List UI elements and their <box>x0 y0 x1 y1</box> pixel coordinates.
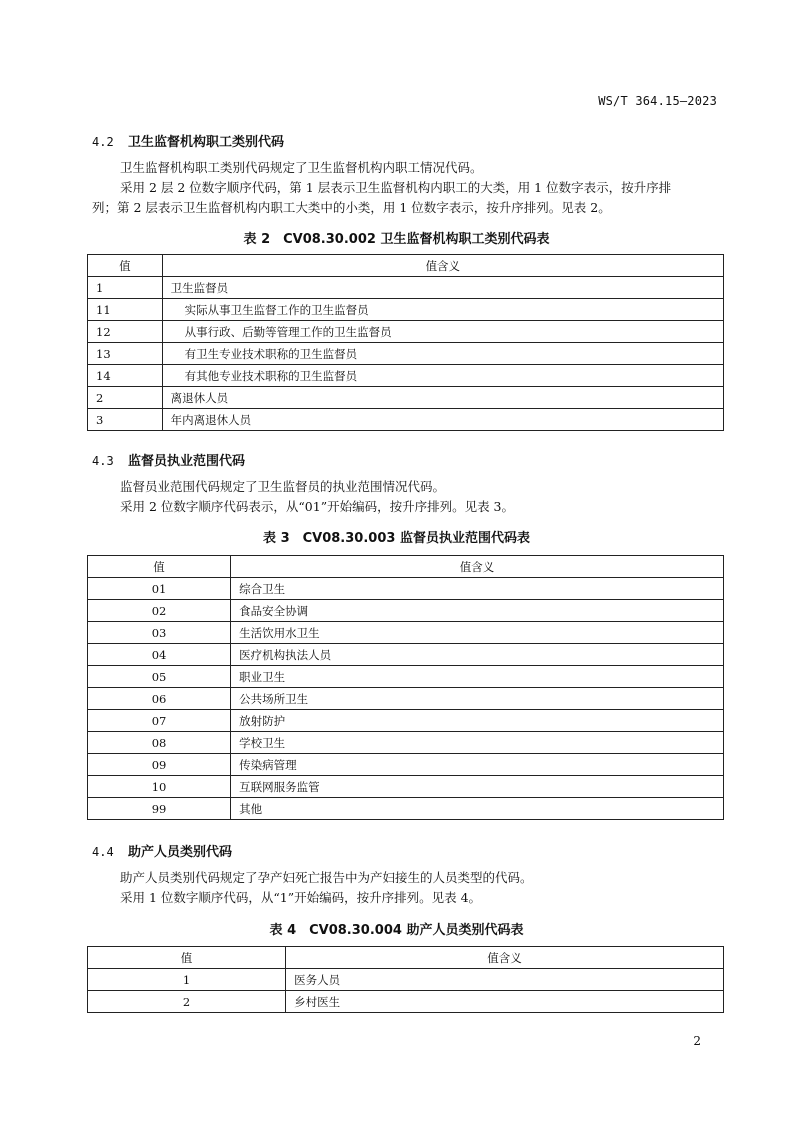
meaning-cell: 年内离退休人员 <box>162 409 723 431</box>
table-row <box>88 600 724 622</box>
code-cell: 2 <box>88 387 163 409</box>
paragraph: 卫生监督机构职工类别代码规定了卫生监督机构内职工情况代码。 <box>120 160 483 175</box>
table-row <box>88 969 724 991</box>
section-title: 卫生监督机构职工类别代码 <box>128 135 285 150</box>
code-cell: 11 <box>88 299 163 321</box>
meaning-cell: 卫生监督员 <box>162 277 723 299</box>
paragraph-continuation: 列；第 2 层表示卫生监督机构内职工大类中的小类，用 1 位数字表示，按升序排列。见表 2。 <box>92 200 611 215</box>
paragraph: 采用 2 位数字顺序代码表示，从“01”开始编码，按升序排列。见表 3。 <box>120 499 515 514</box>
meaning-cell: 生活饮用水卫生 <box>231 622 724 644</box>
code-cell: 01 <box>88 578 231 600</box>
meaning-cell: 传染病管理 <box>231 754 724 776</box>
paragraph: 助产人员类别代码规定了孕产妇死亡报告中为产妇接生的人员类型的代码。 <box>120 870 533 885</box>
meaning-cell: 离退休人员 <box>162 387 723 409</box>
table-row <box>88 688 724 710</box>
meaning-cell: 实际从事卫生监督工作的卫生监督员 <box>162 299 723 321</box>
table-row <box>88 644 724 666</box>
standard-number: WS/T 364.15—2023 <box>598 94 717 108</box>
table-header-row <box>88 255 724 277</box>
column-header-value: 值 <box>88 947 286 969</box>
table-header-row <box>88 556 724 578</box>
code-cell: 05 <box>88 666 231 688</box>
column-header-meaning: 值含义 <box>162 255 723 277</box>
meaning-cell: 医务人员 <box>286 969 724 991</box>
table-3-caption: 表 3 CV08.30.003 监督员执业范围代码表 <box>263 531 530 546</box>
meaning-cell: 乡村医生 <box>286 991 724 1013</box>
code-cell: 1 <box>88 277 163 299</box>
column-header-meaning: 值含义 <box>231 556 724 578</box>
table-3 <box>87 555 724 820</box>
meaning-cell: 从事行政、后勤等管理工作的卫生监督员 <box>162 321 723 343</box>
code-cell: 3 <box>88 409 163 431</box>
meaning-cell: 公共场所卫生 <box>231 688 724 710</box>
code-cell: 14 <box>88 365 163 387</box>
code-cell: 09 <box>88 754 231 776</box>
code-cell: 12 <box>88 321 163 343</box>
table-row <box>88 343 724 365</box>
meaning-cell: 医疗机构执法人员 <box>231 644 724 666</box>
code-cell: 10 <box>88 776 231 798</box>
table-row <box>88 991 724 1013</box>
table-row <box>88 299 724 321</box>
code-cell: 03 <box>88 622 231 644</box>
table-2-caption: 表 2 CV08.30.002 卫生监督机构职工类别代码表 <box>243 232 550 247</box>
table-row <box>88 578 724 600</box>
meaning-cell: 食品安全协调 <box>231 600 724 622</box>
code-cell: 13 <box>88 343 163 365</box>
meaning-cell: 放射防护 <box>231 710 724 732</box>
meaning-cell: 职业卫生 <box>231 666 724 688</box>
section-4-4-body <box>92 868 722 908</box>
code-cell: 02 <box>88 600 231 622</box>
section-number: 4.2 <box>92 135 114 149</box>
table-row <box>88 754 724 776</box>
table-row <box>88 798 724 820</box>
table-row <box>88 321 724 343</box>
table-row <box>88 622 724 644</box>
section-title: 监督员执业范围代码 <box>128 454 246 469</box>
table-header-row <box>88 947 724 969</box>
section-heading-4-4 <box>92 841 232 860</box>
table-4 <box>87 946 724 1013</box>
section-4-2-body <box>92 158 722 218</box>
table-row <box>88 277 724 299</box>
code-cell: 08 <box>88 732 231 754</box>
code-cell: 04 <box>88 644 231 666</box>
meaning-cell: 有卫生专业技术职称的卫生监督员 <box>162 343 723 365</box>
section-number: 4.3 <box>92 454 114 468</box>
paragraph: 监督员业范围代码规定了卫生监督员的执业范围情况代码。 <box>120 479 446 494</box>
table-row <box>88 409 724 431</box>
column-header-value: 值 <box>88 255 163 277</box>
meaning-cell: 综合卫生 <box>231 578 724 600</box>
section-4-3-body <box>92 477 722 517</box>
section-number: 4.4 <box>92 845 114 859</box>
section-title: 助产人员类别代码 <box>128 845 233 860</box>
section-heading-4-2 <box>92 131 284 150</box>
code-cell: 1 <box>88 969 286 991</box>
section-heading-4-3 <box>92 450 245 469</box>
column-header-meaning: 值含义 <box>286 947 724 969</box>
meaning-cell: 有其他专业技术职称的卫生监督员 <box>162 365 723 387</box>
page-number: 2 <box>693 1034 701 1048</box>
table-row <box>88 365 724 387</box>
table-row <box>88 666 724 688</box>
paragraph: 采用 1 位数字顺序代码，从“1”开始编码，按升序排列。见表 4。 <box>120 890 482 905</box>
code-cell: 06 <box>88 688 231 710</box>
code-cell: 99 <box>88 798 231 820</box>
table-2 <box>87 254 724 431</box>
meaning-cell: 其他 <box>231 798 724 820</box>
column-header-value: 值 <box>88 556 231 578</box>
code-cell: 07 <box>88 710 231 732</box>
meaning-cell: 学校卫生 <box>231 732 724 754</box>
paragraph: 采用 2 层 2 位数字顺序代码，第 1 层表示卫生监督机构内职工的大类，用 1 位数字表示，按升序排 <box>120 180 672 195</box>
table-row <box>88 732 724 754</box>
table-4-caption: 表 4 CV08.30.004 助产人员类别代码表 <box>269 923 524 938</box>
table-row <box>88 387 724 409</box>
table-row <box>88 710 724 732</box>
table-row <box>88 776 724 798</box>
code-cell: 2 <box>88 991 286 1013</box>
meaning-cell: 互联网服务监管 <box>231 776 724 798</box>
